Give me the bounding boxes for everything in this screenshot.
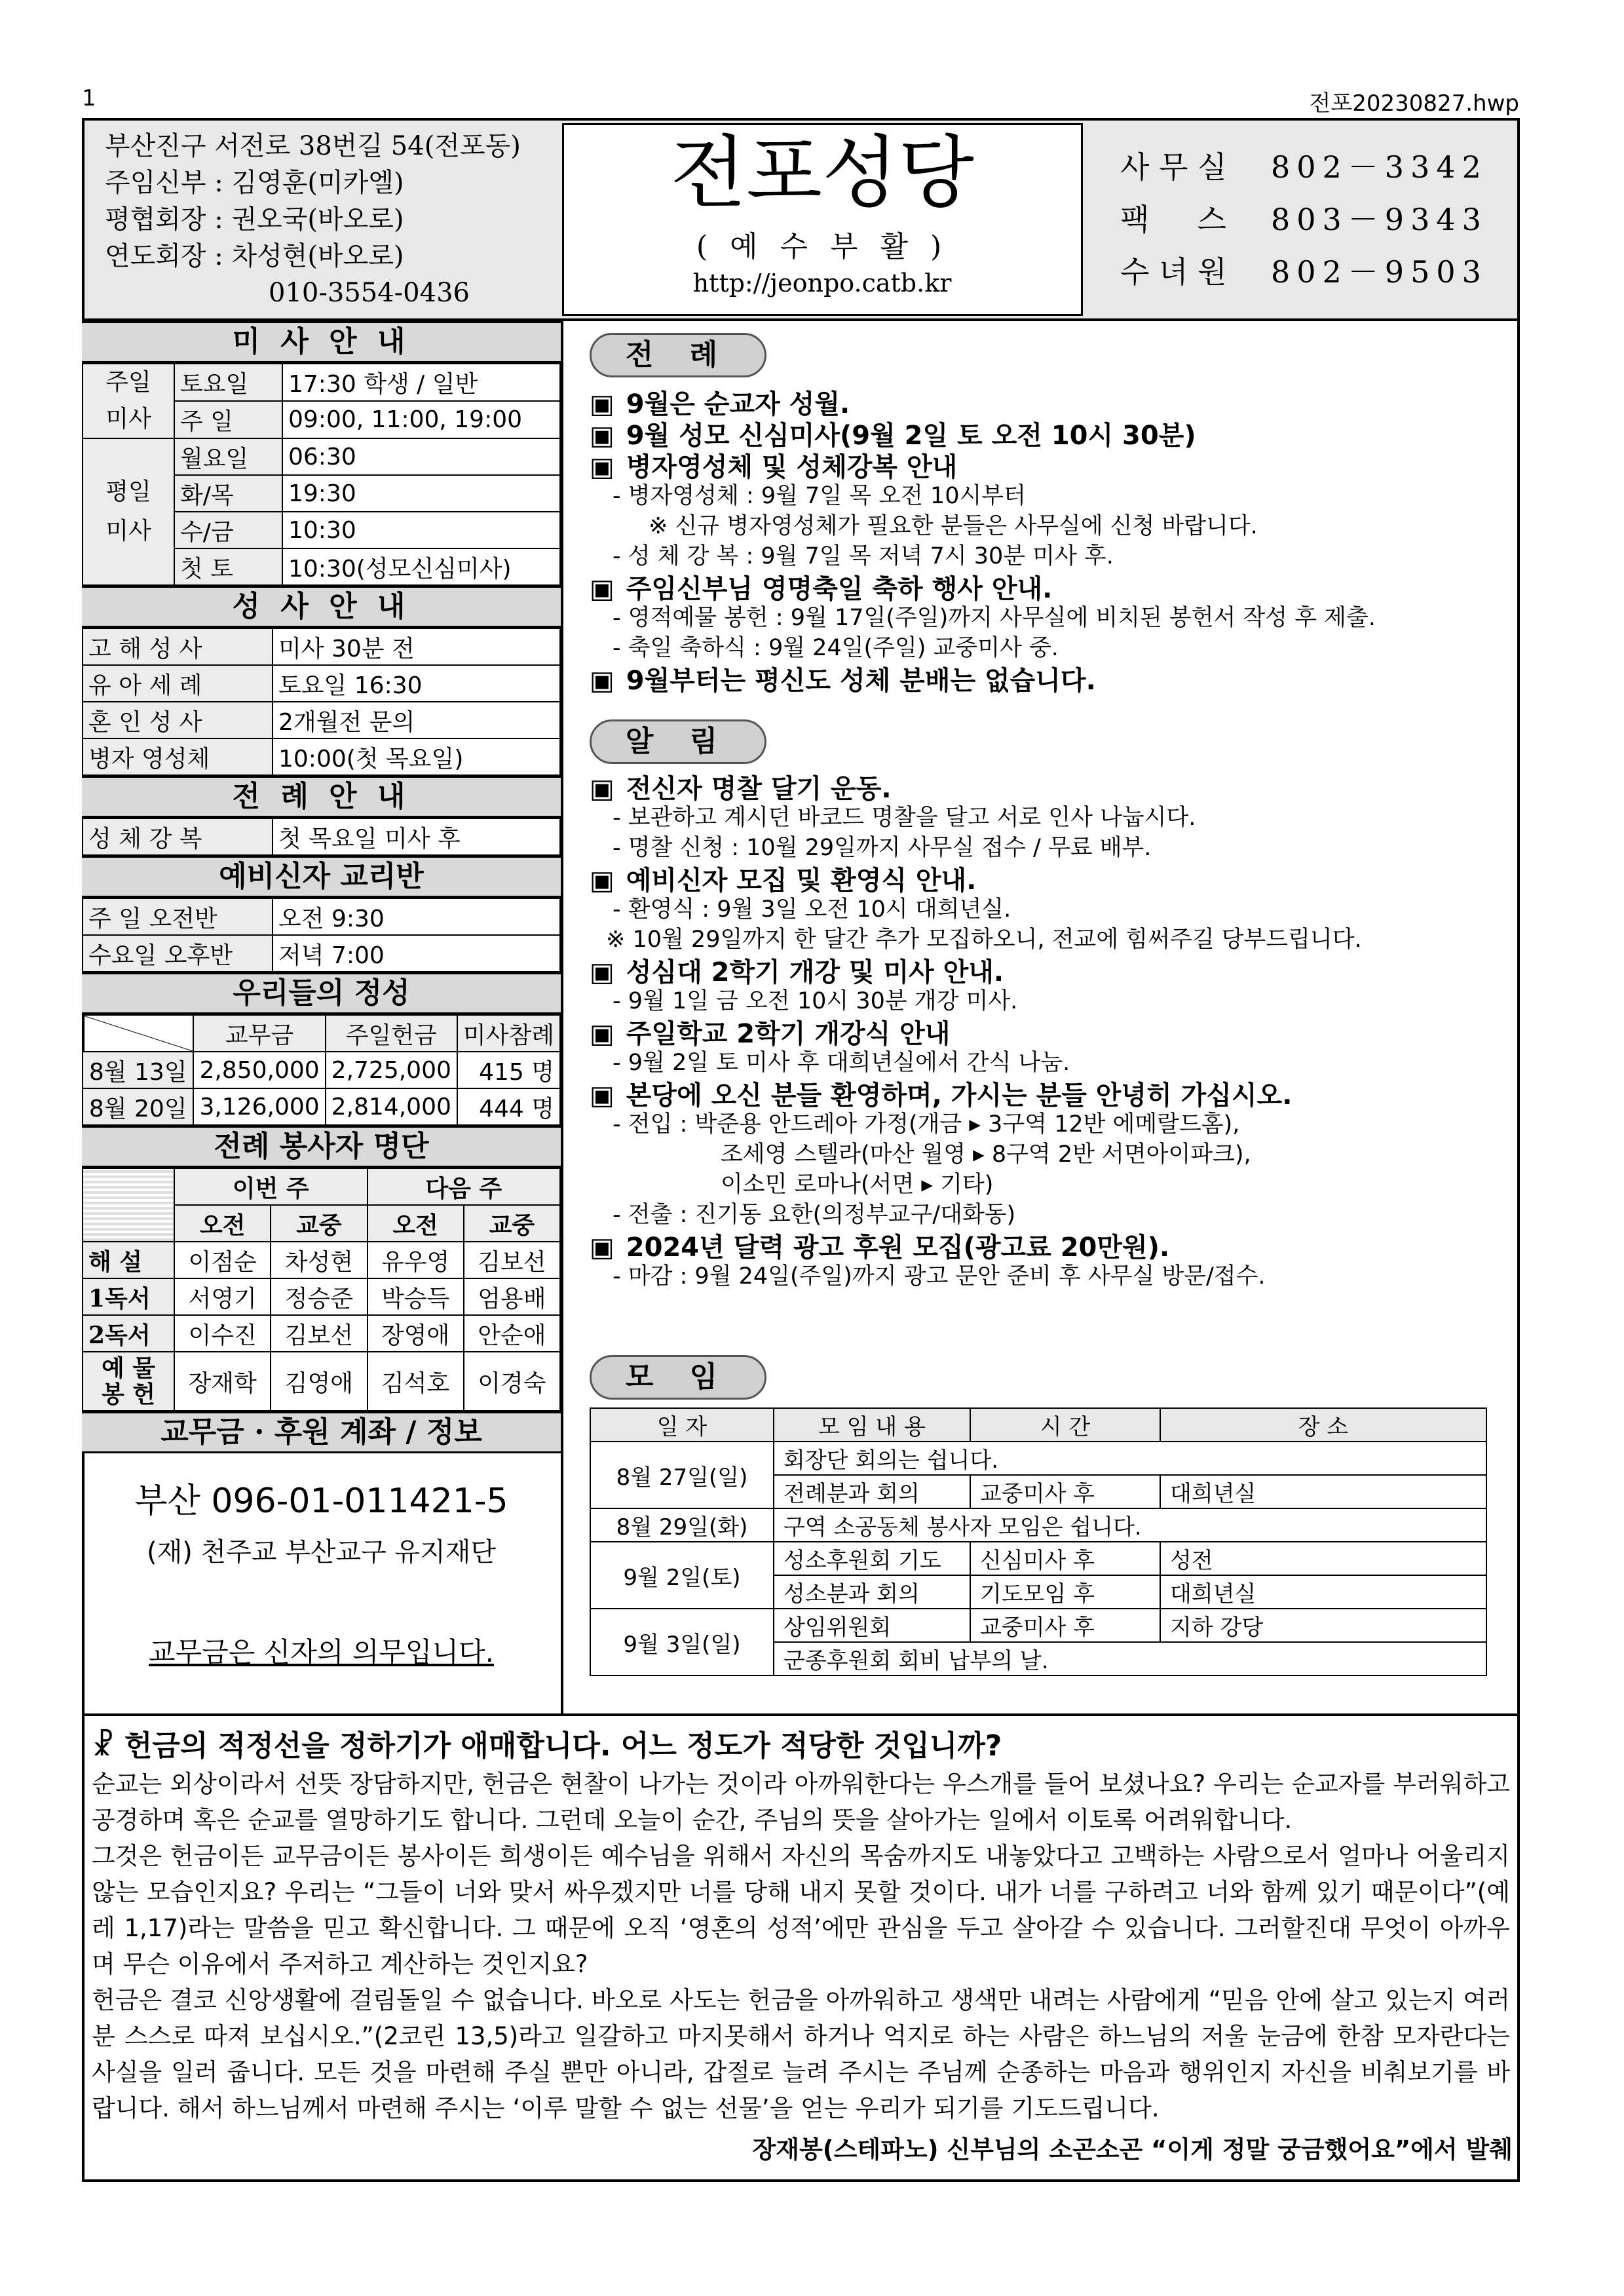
morning-header: 오전 <box>174 1205 271 1242</box>
bullet-icon: ▣ <box>590 452 614 482</box>
notices-item-detail: - 환영식 : 9월 3일 오전 10시 대희년실. <box>613 896 1011 923</box>
meeting-content: 구역 소공동체 봉사자 모임은 쉽니다. <box>774 1508 1486 1542</box>
meeting-content: 회장단 회의는 쉽니다. <box>774 1442 1486 1475</box>
meeting-time: 교중미사 후 <box>970 1475 1160 1508</box>
liturgy-item-detail: ※ 신규 병자영성체가 필요한 분들은 사무실에 신청 바랍니다. <box>649 513 1258 539</box>
offering-sunday: 2,814,000 <box>326 1088 457 1125</box>
offering-date: 8월 13일 <box>83 1052 193 1088</box>
convent-label: 수 녀 원 <box>1120 254 1227 290</box>
notices-tab: 알 림 <box>590 719 766 764</box>
account-title: 교무금 · 후원 계좌 / 정보 <box>82 1411 561 1453</box>
servers-table <box>82 1168 561 1411</box>
fax-label: 팩 스 <box>1120 202 1226 237</box>
notices-item-detail: - 마감 : 9월 24일(주일)까지 광고 문안 준비 후 사무실 방문/접수. <box>613 1263 1266 1290</box>
page-number: 1 <box>82 85 96 111</box>
offering-header: 주일헌금 <box>326 1015 457 1052</box>
mass-day: 수/금 <box>174 512 282 548</box>
server-name: 차성현 <box>271 1242 367 1278</box>
notices-item-detail: ※ 10월 29일까지 한 달간 추가 모집하오니, 전교에 힘써주길 당부드립니다. <box>606 927 1362 953</box>
mass-time: 10:30(성모신심미사) <box>282 548 560 585</box>
notices-item-detail: - 전출 : 진기동 요한(의정부교구/대화동) <box>613 1202 1016 1228</box>
church-address: 부산진구 서전로 38번길 54(전포동) <box>105 131 521 161</box>
offering-date: 8월 20일 <box>83 1088 193 1125</box>
meeting-date: 8월 27일(일) <box>590 1442 774 1508</box>
header-info <box>105 128 521 311</box>
essay-title: 헌금의 적정선을 정하기가 애매합니다. 어느 정도가 적당한 것입니까? <box>124 1729 1002 1763</box>
mass-time: 19:30 <box>282 475 560 512</box>
liturgy-item-title: 병자영성체 및 성체강복 안내 <box>626 452 958 482</box>
offering-header: 미사참례 <box>457 1015 560 1052</box>
bullet-icon: ▣ <box>590 1081 614 1111</box>
liturgy-item-title: 9월은 순교자 성월. <box>626 389 850 419</box>
liturgical-season: ( 예 수 부 활 ) <box>696 230 949 263</box>
contact-phone: 010-3554-0436 <box>269 278 470 308</box>
essay-paragraph: 헌금은 결코 신앙생활에 걸림돌일 수 없습니다. 바오로 사도는 헌금을 아까워하고 생색만 내려는 사람에게 “믿음 안에 살고 있는지 여러분 스스로 따져 보십시오.”(2코린 13,5)라고 일갈하고 마지못해서 하거나 억지로 하는 사람은 하느님의 저울 눈금에 한참 모자란다는 사실을 일러 줍니다. 모든 것을 마련해 주실 뿐만 아니라, 갑절로 늘려 주시는 주님께 순종하는 마음과 행위인지 자신을 비춰보기를 바랍니다. 해서 하느님께서 마련해 주시는 ‘이루 말할 수 없는 선물’을 얻는 우리가 되기를 기도드립니다. <box>92 1986 1510 2122</box>
notices-item-title: 예비신자 모집 및 환영식 안내. <box>626 866 977 896</box>
meeting-content: 군종후원회 회비 납부의 날. <box>774 1642 1486 1675</box>
server-name: 박승득 <box>368 1278 464 1315</box>
server-name: 이경숙 <box>464 1352 560 1411</box>
server-name: 엄용배 <box>464 1278 560 1315</box>
notices-item-title: 전신자 명찰 달기 운동. <box>626 774 892 804</box>
main-mass-header: 교중 <box>464 1205 560 1242</box>
mass-day: 화/목 <box>174 475 282 512</box>
bullet-icon: ▣ <box>590 774 614 804</box>
offering-dues: 3,126,000 <box>193 1088 325 1125</box>
meeting-header: 시 간 <box>970 1408 1160 1442</box>
this-week-header: 이번 주 <box>174 1168 368 1205</box>
contacts <box>1120 141 1488 298</box>
bullet-icon: ▣ <box>590 421 614 451</box>
bullet-icon: ▣ <box>590 1233 614 1263</box>
server-name: 김보선 <box>464 1242 560 1278</box>
offering-dues: 2,850,000 <box>193 1052 325 1088</box>
server-name: 서영기 <box>174 1278 271 1315</box>
liturgy-item-detail: - 축일 축하식 : 9월 24일(주일) 교중미사 중. <box>613 635 1059 661</box>
sacraments-table <box>82 628 561 776</box>
server-role: 예 물 봉 헌 <box>83 1352 174 1411</box>
server-name: 유우영 <box>368 1242 464 1278</box>
sacrament-label: 병자 영성체 <box>83 738 273 775</box>
mass-time: 17:30 학생 / 일반 <box>282 364 560 401</box>
sacrament-label: 유 아 세 례 <box>83 665 273 702</box>
offering-attendance: 415 명 <box>457 1052 560 1088</box>
offering-sunday: 2,725,000 <box>326 1052 457 1088</box>
office-number: 802－3342 <box>1271 149 1488 185</box>
mass-day: 주 일 <box>174 401 282 438</box>
bullet-icon: ▣ <box>590 957 614 987</box>
bullet-icon: ▣ <box>590 866 614 896</box>
bullet-icon: ▣ <box>590 666 614 696</box>
church-name: 전포성당 <box>670 128 974 219</box>
servers-corner <box>83 1168 174 1242</box>
meeting-date: 9월 2일(토) <box>590 1542 774 1609</box>
server-name: 김영애 <box>271 1352 367 1411</box>
catechumen-table <box>82 898 561 972</box>
liturgy-item-detail: - 영적예물 봉헌 : 9월 17일(주일)까지 사무실에 비치된 봉헌서 작성 후 제출. <box>613 605 1376 631</box>
class-time: 오전 9:30 <box>273 898 560 935</box>
notices-item-title: 성심대 2학기 개강 및 미사 안내. <box>626 957 1004 987</box>
legion-president: 연도회장 : 차성현(바오로) <box>105 241 404 271</box>
server-role: 2독서 <box>83 1315 174 1352</box>
notices-item-detail: - 9월 1일 금 오전 10시 30분 개강 미사. <box>613 988 1018 1014</box>
server-role: 해 설 <box>83 1242 174 1278</box>
meeting-header: 모 임 내 용 <box>774 1408 970 1442</box>
liturgy-info-label: 성 체 강 복 <box>83 818 273 855</box>
offerings-title: 우리들의 정성 <box>82 972 561 1014</box>
servers-title: 전례 봉사자 명단 <box>82 1126 561 1168</box>
notices-item-title: 주일학교 2학기 개강식 안내 <box>626 1019 951 1049</box>
liturgy-info-title: 전 례 안 내 <box>82 776 561 818</box>
class-label: 수요일 오후반 <box>83 935 273 972</box>
convent-number: 802－9503 <box>1271 254 1488 290</box>
meeting-content: 전례분과 회의 <box>774 1475 970 1508</box>
sacrament-value: 미사 30분 전 <box>273 628 560 665</box>
morning-header: 오전 <box>368 1205 464 1242</box>
left-column <box>82 321 563 1713</box>
meeting-content: 상임위원회 <box>774 1609 970 1642</box>
diagonal-cell <box>83 1015 193 1052</box>
offering-header: 교무금 <box>193 1015 325 1052</box>
essay-paragraph: 순교는 외상이라서 선뜻 장담하지만, 헌금은 현찰이 나가는 것이라 아까워한다는 우스개를 들어 보셨나요? 우리는 순교자를 부러워하고 공경하며 혹은 순교를 열망하기도 합니다. 그런데 오늘이 순간, 주님의 뜻을 살아가는 일에서 이토록 어려워합니다. <box>92 1770 1510 1834</box>
notices-item-detail: - 보관하고 계시던 바코드 명찰을 달고 서로 인사 나눕시다. <box>613 805 1196 831</box>
notices-item-detail: 이소민 로마나(서면 ▸ 기타) <box>721 1172 994 1198</box>
bullet-icon: ▣ <box>590 389 614 419</box>
meeting-place: 대희년실 <box>1160 1575 1486 1609</box>
pastor-name: 주임신부 : 김영훈(미카엘) <box>105 168 404 198</box>
church-url[interactable]: http://jeonpo.catb.kr <box>692 269 952 297</box>
liturgy-info-value: 첫 목요일 미사 후 <box>273 818 560 855</box>
mass-time: 10:30 <box>282 512 560 548</box>
server-name: 장재학 <box>174 1352 271 1411</box>
liturgy-item-title: 9월 성모 신심미사(9월 2일 토 오전 10시 30분) <box>626 421 1196 451</box>
council-president: 평협회장 : 권오국(바오로) <box>105 204 404 235</box>
meeting-content: 성소분과 회의 <box>774 1575 970 1609</box>
main-mass-header: 교중 <box>271 1205 367 1242</box>
sacraments-title: 성 사 안 내 <box>82 586 561 628</box>
account-holder: (재) 천주교 부산교구 유지재단 <box>146 1537 497 1567</box>
essay-paragraph: 그것은 헌금이든 교무금이든 봉사이든 희생이든 예수님을 위해서 자신의 목숨까지도 내놓았다고 고백하는 사람으로서 얼마나 어울리지 않는 모습인지요? 우리는 “그들이 너와 맞서 싸우겠지만 너를 당해 내지 못할 것이다. 내가 너를 구하려고 너와 함께 있기 때문이다”(예레 1,17)라는 말씀을 믿고 확신합니다. 그 때문에 오직 ‘영혼의 성적’에만 관심을 두고 살아갈 수 있습니다. 그러할진대 무엇이 아까우며 무슨 이유에서 주저하고 계산하는 것인지요? <box>92 1842 1510 1978</box>
class-label: 주 일 오전반 <box>83 898 273 935</box>
fax-number: 803－9343 <box>1271 202 1488 237</box>
server-name: 이수진 <box>174 1315 271 1352</box>
meetings-tab: 모 임 <box>590 1355 766 1400</box>
sacrament-value: 2개월전 문의 <box>273 702 560 738</box>
account-number: 부산 096-01-011421-5 <box>134 1482 508 1521</box>
liturgy-item <box>590 660 1096 697</box>
next-week-header: 다음 주 <box>368 1168 561 1205</box>
mass-day: 월요일 <box>174 438 282 475</box>
notices-item-title: 2024년 달력 광고 후원 모집(광고료 20만원). <box>626 1233 1170 1263</box>
liturgy-item-title: 9월부터는 평신도 성체 분배는 없습니다. <box>626 666 1096 696</box>
meeting-place: 대희년실 <box>1160 1475 1486 1508</box>
server-name: 안순애 <box>464 1315 560 1352</box>
liturgy-item-title: 주임신부님 영명축일 축하 행사 안내. <box>626 574 1053 604</box>
meeting-header: 일 자 <box>590 1408 774 1442</box>
meeting-time: 기도모임 후 <box>970 1575 1160 1609</box>
server-name: 김석호 <box>368 1352 464 1411</box>
essay-heading <box>92 1722 1002 1764</box>
liturgy-item-detail: - 성 체 강 복 : 9월 7일 목 저녁 7시 30분 미사 후. <box>613 543 1114 569</box>
mass-time: 09:00, 11:00, 19:00 <box>282 401 560 438</box>
weekday-mass-label: 평일 미사 <box>83 438 174 585</box>
chi-rho-icon: ☧ <box>92 1729 115 1763</box>
server-name: 김보선 <box>271 1315 367 1352</box>
server-name: 이점순 <box>174 1242 271 1278</box>
server-name: 장영애 <box>368 1315 464 1352</box>
server-name: 정승준 <box>271 1278 367 1315</box>
liturgy-info-table <box>82 818 561 856</box>
file-name: 전포20230827.hwp <box>1309 90 1519 117</box>
catechumen-title: 예비신자 교리반 <box>82 856 561 898</box>
notices-item-title: 본당에 오신 분들 환영하며, 가시는 분들 안녕히 가십시오. <box>626 1081 1293 1111</box>
mass-title: 미 사 안 내 <box>82 321 561 363</box>
offerings-table <box>82 1014 561 1126</box>
server-role: 1독서 <box>83 1278 174 1315</box>
sacrament-value: 10:00(첫 목요일) <box>273 738 560 775</box>
office-label: 사 무 실 <box>1120 149 1227 185</box>
notices-item-detail: - 전입 : 박준용 안드레아 가정(개금 ▸ 3구역 12반 에메랄드홈), <box>613 1111 1240 1138</box>
meeting-header: 장 소 <box>1160 1408 1486 1442</box>
sacrament-label: 고 해 성 사 <box>83 628 273 665</box>
essay-source: 장재봉(스테파노) 신부님의 소곤소곤 “이게 정말 궁금했어요”에서 발췌 <box>752 2135 1513 2164</box>
sacrament-label: 혼 인 성 사 <box>83 702 273 738</box>
meeting-place: 성전 <box>1160 1542 1486 1575</box>
mass-day: 첫 토 <box>174 548 282 585</box>
notices-item-detail: - 명찰 신청 : 10월 29일까지 사무실 접수 / 무료 배부. <box>613 835 1152 861</box>
meeting-time: 신심미사 후 <box>970 1542 1160 1575</box>
meeting-time: 교중미사 후 <box>970 1609 1160 1642</box>
bullet-icon: ▣ <box>590 1019 614 1049</box>
bullet-icon: ▣ <box>590 574 614 604</box>
liturgy-tab: 전 례 <box>590 333 766 377</box>
meeting-date: 9월 3일(일) <box>590 1609 774 1675</box>
meeting-content: 성소후원회 기도 <box>774 1542 970 1575</box>
mass-table <box>82 363 561 586</box>
sunday-mass-label: 주일 미사 <box>83 364 174 438</box>
meetings-table <box>590 1407 1487 1676</box>
class-time: 저녁 7:00 <box>273 935 560 972</box>
mass-day: 토요일 <box>174 364 282 401</box>
sacrament-value: 토요일 16:30 <box>273 665 560 702</box>
meeting-date: 8월 29일(화) <box>590 1508 774 1542</box>
offering-attendance: 444 명 <box>457 1088 560 1125</box>
account-note: 교무금은 신자의 의무입니다. <box>149 1636 494 1668</box>
notices-item-detail: 조세영 스텔라(마산 월영 ▸ 8구역 2반 서면아이파크), <box>721 1141 1251 1168</box>
liturgy-item-detail: - 병자영성체 : 9월 7일 목 오전 10시부터 <box>613 483 1026 509</box>
notices-item-detail: - 9월 2일 토 미사 후 대희년실에서 간식 나눔. <box>613 1050 1070 1076</box>
essay-divider <box>82 1713 1520 1716</box>
meeting-place: 지하 강당 <box>1160 1609 1486 1642</box>
mass-time: 06:30 <box>282 438 560 475</box>
